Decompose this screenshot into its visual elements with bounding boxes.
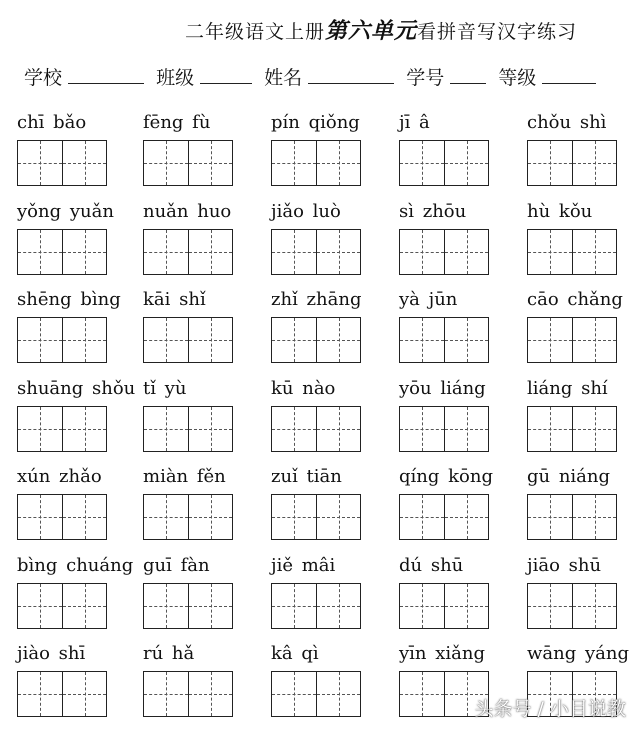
pinyin-label: yōu liáng [399,377,486,399]
tianzige-writing-box[interactable] [18,407,62,451]
pinyin-label: xún zhǎo [17,466,102,487]
tianzige-box-pair [271,406,361,452]
tianzige-box-pair [271,494,361,540]
tianzige-box-pair [527,494,617,540]
tianzige-box-pair [143,317,233,363]
title-prefix: 二年级语文上册 [185,21,326,43]
tianzige-writing-box[interactable] [144,672,188,716]
tianzige-writing-box[interactable] [144,584,188,628]
tianzige-writing-box[interactable] [272,495,316,539]
tianzige-writing-box[interactable] [272,230,316,274]
word-cell [399,555,519,643]
pinyin-label: yǒng yuǎn [17,200,114,222]
tianzige-writing-box[interactable] [144,230,188,274]
word-cell [527,378,640,466]
pinyin-label: qíng kōng [399,466,493,487]
tianzige-writing-box[interactable] [444,230,488,274]
tianzige-box-pair [271,140,361,186]
tianzige-writing-box[interactable] [572,495,616,539]
tianzige-writing-box[interactable] [316,230,360,274]
tianzige-writing-box[interactable] [572,141,616,185]
word-cell [271,201,391,289]
pinyin-label: rú hǎ [143,643,195,664]
tianzige-writing-box[interactable] [444,407,488,451]
tianzige-writing-box[interactable] [272,318,316,362]
tianzige-writing-box[interactable] [316,584,360,628]
word-cell [271,378,391,466]
tianzige-writing-box[interactable] [444,584,488,628]
tianzige-writing-box[interactable] [62,584,106,628]
pinyin-label: pín qiǒng [271,112,360,133]
pinyin-label: yīn xiǎng [399,643,485,664]
tianzige-box-pair [17,671,107,717]
tianzige-box-pair [399,229,489,275]
tianzige-box-pair [527,229,617,275]
word-cell [271,466,391,554]
pinyin-label: nuǎn huo [143,200,232,222]
tianzige-box-pair [143,229,233,275]
tianzige-writing-box[interactable] [188,407,232,451]
tianzige-box-pair [271,229,361,275]
tianzige-writing-box[interactable] [400,407,444,451]
pinyin-label: kāi shǐ [143,289,206,310]
word-cell [143,378,263,466]
tianzige-writing-box[interactable] [62,318,106,362]
word-cell [527,466,640,554]
tianzige-writing-box[interactable] [572,318,616,362]
tianzige-box-pair [17,229,107,275]
name-blank[interactable] [308,65,394,84]
title-suffix: 看拼音写汉字练习 [417,21,578,43]
pinyin-label: zuǐ tiān [271,466,342,487]
tianzige-box-pair [17,583,107,629]
tianzige-writing-box[interactable] [572,230,616,274]
tianzige-box-pair [527,140,617,186]
word-cell [271,289,391,377]
pinyin-label: gū niáng [527,466,611,487]
tianzige-writing-box[interactable] [316,141,360,185]
tianzige-box-pair [271,583,361,629]
tianzige-writing-box[interactable] [572,407,616,451]
tianzige-writing-box[interactable] [528,318,572,362]
tianzige-writing-box[interactable] [272,407,316,451]
tianzige-box-pair [17,140,107,186]
tianzige-box-pair [143,671,233,717]
pinyin-label: zhǐ zhāng [271,289,362,310]
word-cell [143,466,263,554]
tianzige-writing-box[interactable] [444,318,488,362]
pinyin-label: dú shū [399,554,464,576]
page-title [185,14,577,45]
class-label: 班级 [156,67,195,89]
tianzige-box-pair [143,406,233,452]
pinyin-label: guī fàn [143,554,210,576]
grade-label: 等级 [498,67,537,89]
tianzige-writing-box[interactable] [62,672,106,716]
pinyin-label: kâ qì [271,643,319,664]
tianzige-writing-box[interactable] [400,318,444,362]
tianzige-writing-box[interactable] [18,318,62,362]
word-cell [17,378,137,466]
pinyin-label: chǒu shì [527,112,607,133]
tianzige-writing-box[interactable] [316,672,360,716]
tianzige-writing-box[interactable] [528,495,572,539]
word-cell [143,201,263,289]
tianzige-writing-box[interactable] [400,141,444,185]
pinyin-label: jī â [399,112,430,133]
pinyin-label: bìng chuáng [17,554,134,576]
tianzige-writing-box[interactable] [188,495,232,539]
pinyin-label: fēng fù [143,112,211,133]
word-cell [271,643,391,731]
tianzige-writing-box[interactable] [316,407,360,451]
tianzige-writing-box[interactable] [528,584,572,628]
tianzige-box-pair [399,317,489,363]
word-cell [17,555,137,643]
tianzige-writing-box[interactable] [444,141,488,185]
tianzige-box-pair [399,494,489,540]
tianzige-writing-box[interactable] [528,230,572,274]
tianzige-writing-box[interactable] [18,672,62,716]
word-cell [143,289,263,377]
grade-blank[interactable] [542,65,596,84]
number-blank[interactable] [450,65,486,84]
pinyin-label: hù kǒu [527,200,593,222]
word-cell [143,112,263,200]
school-blank[interactable] [68,65,144,84]
tianzige-writing-box[interactable] [62,141,106,185]
tianzige-writing-box[interactable] [400,495,444,539]
pinyin-label: shuāng shǒu [17,377,136,399]
tianzige-box-pair [399,406,489,452]
title-unit: 第六单元 [325,18,418,44]
tianzige-writing-box[interactable] [188,230,232,274]
pinyin-label: jiě mâi [271,554,336,576]
word-cell [527,289,640,377]
word-cell [143,555,263,643]
word-cell [271,112,391,200]
name-label: 姓名 [264,67,303,89]
word-cell [527,112,640,200]
tianzige-writing-box[interactable] [528,407,572,451]
tianzige-writing-box[interactable] [572,584,616,628]
tianzige-box-pair [527,406,617,452]
word-cell [143,643,263,731]
tianzige-box-pair [143,140,233,186]
tianzige-box-pair [17,494,107,540]
tianzige-writing-box[interactable] [272,584,316,628]
tianzige-box-pair [527,583,617,629]
pinyin-label: sì zhōu [399,200,467,222]
tianzige-writing-box[interactable] [400,672,444,716]
tianzige-writing-box[interactable] [444,495,488,539]
tianzige-writing-box[interactable] [18,141,62,185]
tianzige-box-pair [399,140,489,186]
tianzige-writing-box[interactable] [528,141,572,185]
tianzige-writing-box[interactable] [316,318,360,362]
student-info-line [24,63,602,90]
tianzige-writing-box[interactable] [188,584,232,628]
tianzige-box-pair [271,317,361,363]
word-cell [399,201,519,289]
watermark: 头条号 / 小目说教 [474,698,626,720]
word-cell [527,201,640,289]
number-label: 学号 [406,67,445,89]
school-label: 学校 [24,67,63,89]
tianzige-writing-box[interactable] [272,672,316,716]
tianzige-box-pair [143,494,233,540]
pinyin-label: chī bǎo [17,112,87,133]
tianzige-writing-box[interactable] [188,318,232,362]
pinyin-label: cāo chǎng [527,289,623,310]
tianzige-writing-box[interactable] [18,584,62,628]
tianzige-writing-box[interactable] [316,495,360,539]
pinyin-label: liáng shí [527,377,608,399]
tianzige-writing-box[interactable] [144,407,188,451]
pinyin-label: jiào shī [17,643,86,664]
word-cell [17,289,137,377]
tianzige-writing-box[interactable] [188,141,232,185]
word-cell [17,112,137,200]
word-cell [399,378,519,466]
pinyin-label: jiǎo luò [271,200,341,222]
tianzige-box-pair [527,317,617,363]
pinyin-label: wāng yáng [527,643,629,664]
tianzige-box-pair [17,406,107,452]
word-cell [17,466,137,554]
tianzige-writing-box[interactable] [62,495,106,539]
pinyin-label: kū nào [271,377,336,399]
tianzige-writing-box[interactable] [62,407,106,451]
tianzige-box-pair [17,317,107,363]
tianzige-writing-box[interactable] [144,318,188,362]
tianzige-writing-box[interactable] [144,495,188,539]
word-cell [399,466,519,554]
pinyin-label: shēng bìng [17,289,121,310]
word-cell [399,289,519,377]
class-blank[interactable] [200,65,252,84]
word-cell [399,112,519,200]
tianzige-writing-box[interactable] [18,230,62,274]
pinyin-label: miàn fěn [143,466,226,487]
tianzige-box-pair [399,583,489,629]
tianzige-writing-box[interactable] [400,584,444,628]
word-cell [17,201,137,289]
tianzige-writing-box[interactable] [188,672,232,716]
tianzige-writing-box[interactable] [62,230,106,274]
pinyin-label: tǐ yù [143,377,187,399]
tianzige-box-pair [271,671,361,717]
tianzige-writing-box[interactable] [18,495,62,539]
tianzige-writing-box[interactable] [400,230,444,274]
tianzige-writing-box[interactable] [272,141,316,185]
word-cell [17,643,137,731]
tianzige-box-pair [143,583,233,629]
pinyin-label: jiāo shū [527,554,602,576]
tianzige-writing-box[interactable] [144,141,188,185]
word-cell [527,555,640,643]
pinyin-label: yà jūn [399,289,458,310]
word-cell [271,555,391,643]
